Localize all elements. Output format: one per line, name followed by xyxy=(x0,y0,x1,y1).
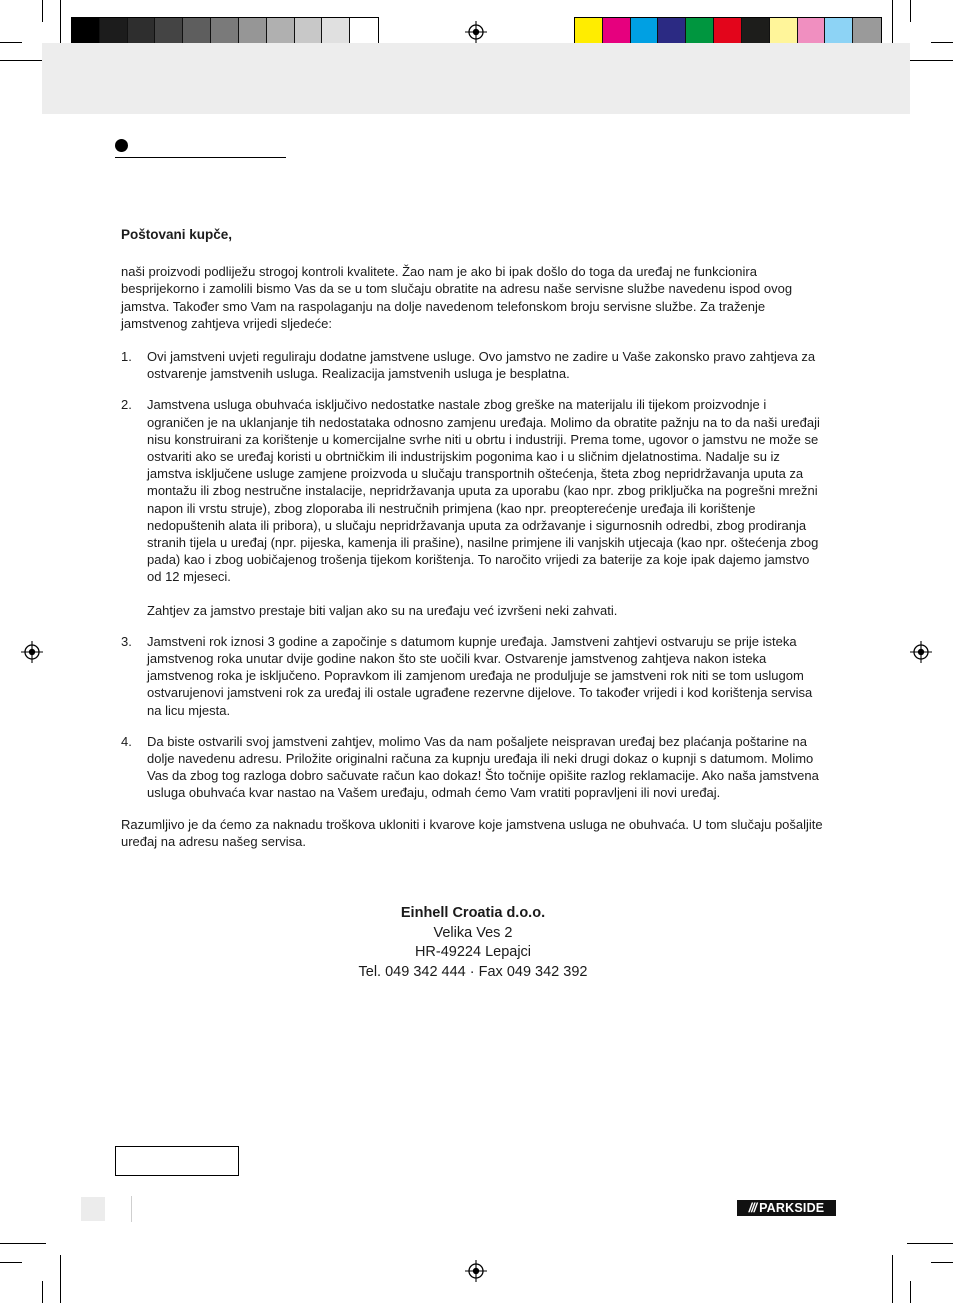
color-swatch xyxy=(350,18,378,44)
color-swatch xyxy=(128,18,156,44)
registration-mark-icon xyxy=(910,641,932,663)
color-swatch xyxy=(853,18,881,44)
crop-mark xyxy=(892,1255,893,1303)
color-swatch xyxy=(322,18,350,44)
crop-mark xyxy=(0,60,46,61)
color-swatch xyxy=(798,18,826,44)
crop-mark xyxy=(60,1255,61,1303)
list-item-text: Jamstveni rok iznosi 3 godine a započinje s datumom kupnje uređaja. Jamstveni zahtjevi ostvaruju se prije isteka jamstvenog roka unutar dvije godine nakon što ste uočili kvar. Ostvarenje jamstvenog zahtjeva nakon isteka jamstvenog roka je isključeno. Popravkom ili zamjenom uređaja ne produljuje se jamstveni rok niti se tom uslugom ostvarujenovi jamstveni rok za uređaj ili ostale ugrađene rezervne dijelove. To također vrijedi i kod korištenja servisa na licu mjesta. xyxy=(147,633,813,718)
color-swatch xyxy=(575,18,603,44)
list-item-text: Ovi jamstveni uvjeti reguliraju dodatne jamstvene usluge. Ovo jamstvo ne zadire u Vaše zakonsko pravo zahtjeva za ostvarenje jamstvenih usluga. Realizacija jamstvenih usluga je besplatna. xyxy=(147,349,816,382)
crop-mark xyxy=(931,1262,953,1263)
blank-box xyxy=(115,1146,239,1176)
company-name: Einhell Croatia d.o.o. xyxy=(400,905,546,921)
color-swatch xyxy=(631,18,659,44)
list-item-number: 4. xyxy=(121,733,132,749)
warranty-text xyxy=(121,226,826,850)
crop-mark xyxy=(0,1243,46,1244)
logo-brand: PARKSIDE xyxy=(759,1201,825,1215)
parkside-logo xyxy=(737,1200,836,1216)
registration-mark-icon xyxy=(21,641,43,663)
greeting: Poštovani kupče, xyxy=(121,227,233,242)
list-item-text: Da biste ostvarili svoj jamstveni zahtjev, molimo Vas da nam pošaljete neispravan uređaj bez plaćanja poštarine na dolje navedenu adresu. Priložite originalni računa za kupnju uređaja ili neki drugi dokaz o kupnji s datumom. Molimo Vas da zbog tog razloga dobro sačuvate račun kao dokaz! Što točnije opišite razlog reklamacije. Ako naša jamstvena usluga obuhvaća kvar nastao na Vašem uređaju, odmah ćemo Vam vratiti popravljeni ili novi uređaj. xyxy=(147,733,819,801)
color-swatch xyxy=(183,18,211,44)
color-swatch xyxy=(770,18,798,44)
crop-mark xyxy=(60,0,61,48)
registration-mark-icon xyxy=(465,21,487,43)
color-swatch xyxy=(155,18,183,44)
crop-mark xyxy=(931,42,953,43)
color-swatch xyxy=(714,18,742,44)
list-item xyxy=(121,348,826,382)
color-swatch xyxy=(72,18,100,44)
color-swatch xyxy=(267,18,295,44)
color-swatch xyxy=(295,18,323,44)
list-item xyxy=(121,733,826,802)
service-address xyxy=(300,904,646,982)
address-phone: Tel. 049 342 444 · Fax 049 342 392 xyxy=(358,963,588,980)
crop-mark xyxy=(892,0,893,48)
crop-mark xyxy=(42,0,43,22)
process-color-bar xyxy=(574,17,882,45)
color-swatch xyxy=(239,18,267,44)
color-swatch xyxy=(742,18,770,44)
address-city: HR-49224 Lepajci xyxy=(414,944,532,960)
list-item xyxy=(121,396,826,618)
color-swatch xyxy=(603,18,631,44)
list-item-extra: Zahtjev za jamstvo prestaje biti valjan ako su na uređaju već izvršeni neki zahvati. xyxy=(147,602,618,618)
crop-mark xyxy=(0,42,22,43)
list-item-number: 1. xyxy=(121,349,132,365)
logo-slashes: /// xyxy=(748,1201,757,1215)
color-swatch xyxy=(211,18,239,44)
color-swatch xyxy=(825,18,853,44)
color-swatch xyxy=(658,18,686,44)
crop-mark xyxy=(907,60,953,61)
outro-paragraph: Razumljivo je da ćemo za naknadu troškova ukloniti i kvarove koje jamstvena usluga ne obuhvaća. U tom slučaju pošaljite uređaj na adresu našeg servisa. xyxy=(121,816,823,849)
page-number-tab xyxy=(81,1197,105,1221)
list-item xyxy=(121,633,826,719)
registration-mark-icon xyxy=(465,1260,487,1282)
crop-mark xyxy=(910,0,911,22)
list-item-number: 2. xyxy=(121,397,132,413)
crop-mark xyxy=(0,1262,22,1263)
grayscale-color-bar xyxy=(71,17,379,45)
crop-mark xyxy=(907,1243,953,1244)
list-item-text: Jamstvena usluga obuhvaća isključivo nedostatke nastale zbog greške na materijalu ili tijekom proizvodnje i ograničen je na uklanjanje tih nedostataka odnosno zamjenu uređaja. Molimo da obratite pažnju na to da naši uređaji nisu konstruirani za korištenje u komercijalne svrhe niti u obrtu i industriji. Prema tome, ugovor o jamstvu ne može se ostvariti ako se uređaj koristi u obrtničkim ili industrijskim pogonima kao i u sličnim djelatnostima. Nadalje su iz jamstva isključene usluge zamjene proizvoda u slučaju transportnih oštećenja, šteta zbog nepridržavanja uputa za montažu ili zbog nestručne instalacije, nepridržavanja uputa za uporabu (kao npr. zbog priključka na pogrešni mrežni napon ili vrstu struje), zbog zloporaba ili nestručnih primjena (kao npr. preopterećenje uređaja ili korištenje nedopuštenih alata ili pribora), u slučaju nepridržavanja uputa za održavanje i sigurnosnih odredbi, zbog prodiranja stranih tijela u uređaj (npr. pijeska, kamenja ili prašine), nasilne primjene ili vanjskih utjecaja (kao npr. oštećenja zbog pada) kao i zbog uobičajenog trošenja tijekom korištenja. To naročito vrijedi za baterije za koje ipak dajemo jamstvo od 12 mjeseci. xyxy=(147,397,820,585)
color-swatch xyxy=(100,18,128,44)
section-bullet-icon xyxy=(115,139,128,152)
address-street: Velika Ves 2 xyxy=(433,924,513,941)
page-divider xyxy=(131,1196,132,1222)
crop-mark xyxy=(910,1281,911,1303)
section-rule xyxy=(115,157,286,158)
header-band xyxy=(42,43,910,114)
crop-mark xyxy=(42,1281,43,1303)
list-item-number: 3. xyxy=(121,633,132,649)
intro-paragraph: naši proizvodi podliježu strogoj kontroli kvalitete. Žao nam je ako bi ipak došlo do toga da uređaj ne funkcionira besprijekorno i zamolili bismo Vas da se u tom slučaju obratite na adresu naše servisne službe navedenu ispod ovog jamstva. Također smo Vam na raspolaganju na dolje navedenom telefonskom broju servisne službe. Za traženje jamstvenog zahtjeva vrijedi sljedeće: xyxy=(121,264,793,331)
color-swatch xyxy=(686,18,714,44)
